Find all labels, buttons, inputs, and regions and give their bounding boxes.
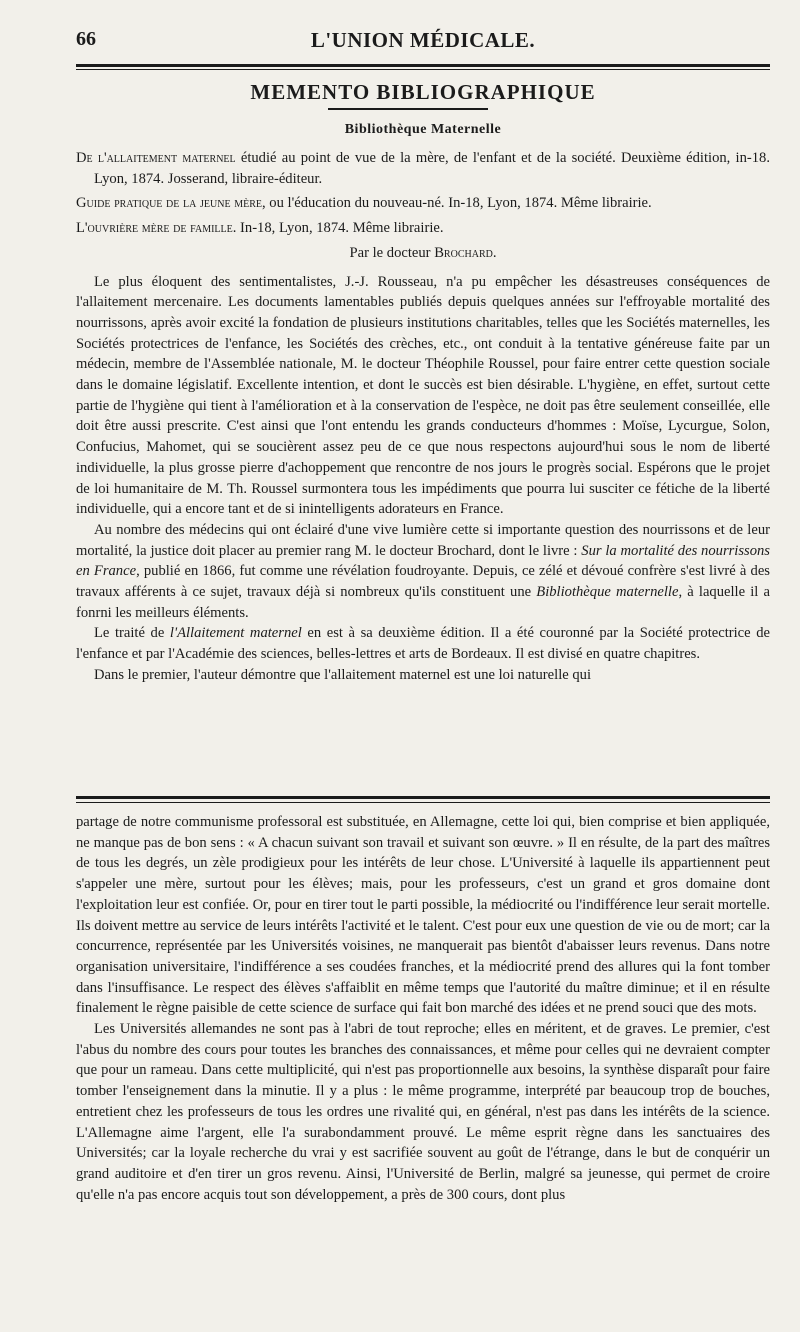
page-header	[76, 28, 770, 58]
bib-details: , ou l'éducation du nouveau-né. In-18, Lyon, 1874. Même librairie.	[262, 195, 652, 212]
paragraph: Dans le premier, l'auteur démontre que l'allaitement maternel est une loi naturelle qui	[94, 666, 592, 683]
paragraph: Le plus éloquent des sentimentalistes, J.-J. Rousseau, n'a pu empêcher les désastreuses conséquences de l'allaitement mercenaire. Les documents lamentables publiés depuis quelques années sur l'effroyable mortalité des nourrissons, après avoir excité la fondation de plusieurs institutions charitables, telles que les Sociétés maternelles, les Sociétés protectrices de l'enfance, les Sociétés des crèches, etc., ont conduit à la tentative généreuse faite par un médecin, membre de l'Assemblée nationale, M. le docteur Théophile Roussel, pour faire entrer cette question sociale dans le domaine législatif. Excellente intention, et dont le succès est bien désirable. L'hygiène, en effet, surtout cette partie de l'hygiène qui tient à l'amélioration et à la conservation de l'espèce, ne doit pas être seulement conseillée, elle doit être aussi prescrite. C'est ainsi que l'ont entendu les grands conducteurs d'hommes : Moïse, Lycurgue, Solon, Confucius, Mahomet, qui se soucièrent assez peu de ce que nous respectons aujourd'hui sous le nom de liberté individuelle, la plus grosse pierre d'achoppement que rencontre de nos jours le progrès social. Espérons que le projet de loi humanitaire de M. Th. Roussel surmontera tous les impédiments que pourra lui susciter ce fétiche de la liberté individuelle, qui a encore tant et de si inintelligents adorateurs en France.	[76, 273, 770, 518]
feuilleton-article	[76, 812, 770, 1205]
paragraph: Au nombre des médecins qui ont éclairé d'une vive lumière cette si importante question des nourrissons et de leur mortalité, la justice doit placer au premier rang M. le docteur Brochard, dont le livre : Sur la mortalité des nourrissons en France, publié en 1866, fut comme une révélation foudroyante. Depuis, ce zélé et dévoué confrère s'est livré à des travaux afférents à ce sujet, travaux déjà si nombreux qu'ils constituent une Bibliothèque maternelle, à laquelle il a fonrni les meilleurs éléments.	[76, 521, 771, 621]
book-title: l'Allaitement maternel	[169, 625, 302, 642]
section-subtitle: Bibliothèque Maternelle	[344, 122, 502, 137]
paragraph: Les Universités allemandes ne sont pas à l'abri de tout reproche; elles en méritent, et de graves. Le premier, c'est l'abus du nombre des cours pour toutes les branches des connaissances, et même pour celles qui ne devraient compter que pour un rameau. Dans cette multiplicité, qui n'est pas proportionnelle aux besoins, la synthèse disparaît pour faire tomber l'enseignement dans la minutie. Il y a plus : le même programme, interprété par beaucoup trop de bouches, entretient chez les professeurs de tous les ordres une rivalité qui, en général, n'est pas dans les intérêts de la science. L'Allemagne aime l'argent, elle l'a surabondamment prouvé. Le même esprit règne dans les sanctuaires des Universités; car la loyale recherche du vrai y est sacrifiée souvent au goût de l'étrange, dans le but de conquérir un grand auditoire et d'en tirer un gros revenu. Ainsi, l'Université de Berlin, malgré sa jeunesse, qui permet de croire qu'elle n'a pas encore acquis tout son développement, a près de 300 cours, dont plus	[76, 1021, 770, 1203]
bib-entry	[76, 193, 770, 214]
bib-title: De l'allaitement maternel	[76, 150, 236, 166]
bib-entry	[76, 148, 770, 189]
bib-entry	[76, 218, 770, 239]
bib-details: étudié au point de vue de la mère, de l'enfant et de la société. Deuxième édition, in-18. Lyon, 1874. Josserand, libraire-éditeur.	[94, 150, 770, 187]
title-underline	[328, 108, 488, 110]
byline: Par le docteur Brochard.	[349, 244, 497, 261]
running-head: L'UNION MÉDICALE.	[310, 28, 536, 52]
book-title: Sur la mortalité des nourrissons en France	[76, 542, 770, 580]
paragraph: Le traité de l'Allaitement maternel en est à sa deuxième édition. Il a été couronné par la Société protectrice de l'enfance et par l'Académie des sciences, belles-lettres et arts de Bordeaux. Il est divisé en quatre chapitres.	[76, 625, 770, 663]
page-number: 66	[76, 28, 96, 50]
main-article	[76, 148, 770, 686]
feuilleton-rule-thick	[76, 796, 770, 799]
bib-details: In-18, Lyon, 1874. Même librairie.	[236, 220, 444, 237]
bib-title: L'ouvrière mère de famille.	[76, 220, 237, 237]
header-rule-thin	[76, 69, 770, 70]
author-name: Brochard.	[434, 244, 497, 261]
feuilleton-rule-thin	[76, 802, 770, 803]
section-title: MEMENTO BIBLIOGRAPHIQUE	[250, 80, 596, 104]
bib-title: Guide pratique de la jeune mère	[76, 195, 262, 212]
paragraph: partage de notre communisme professoral est substituée, en Allemagne, cette loi qui, bien comprise et bien appliquée, ne manque pas de bon sens : « A chacun suivant son travail et suivant son œuvre. » Il en résulte, de la part des maîtres de tous les degrés, un zèle prodigieux pour les intérêts de leur chose. L'Université à laquelle ils appartiennent peut s'appeler une mère, surtout pour les élèves; mais, pour les professeurs, c'est un grand et gros domaine dont l'exploitation leur est confiée. Or, pour en tirer tout le parti possible, la médiocrité ou l'indifférence leur serait mortelle. Ils doivent mettre au service de leurs intérêts l'activité et le talent. C'est pour eux une question de vie ou de mort; car la concurrence, représentée par les Universités voisines, ne manquerait pas bientôt d'abaisser leurs revenus. Dans notre organisation universitaire, l'indifférence a ses coudées franches, et la médiocrité prend des allures qui la font tomber dans l'insuffisance. Le respect des élèves s'affaiblit en même temps que l'autorité du maître diminue; et il en résulte finalement le règne paisible de cette science de surface qui fait bon marché des idées et ne prend souci que des mots.	[76, 814, 770, 1017]
book-title: Bibliothèque maternelle	[536, 584, 679, 601]
header-rule-thick	[76, 64, 770, 67]
